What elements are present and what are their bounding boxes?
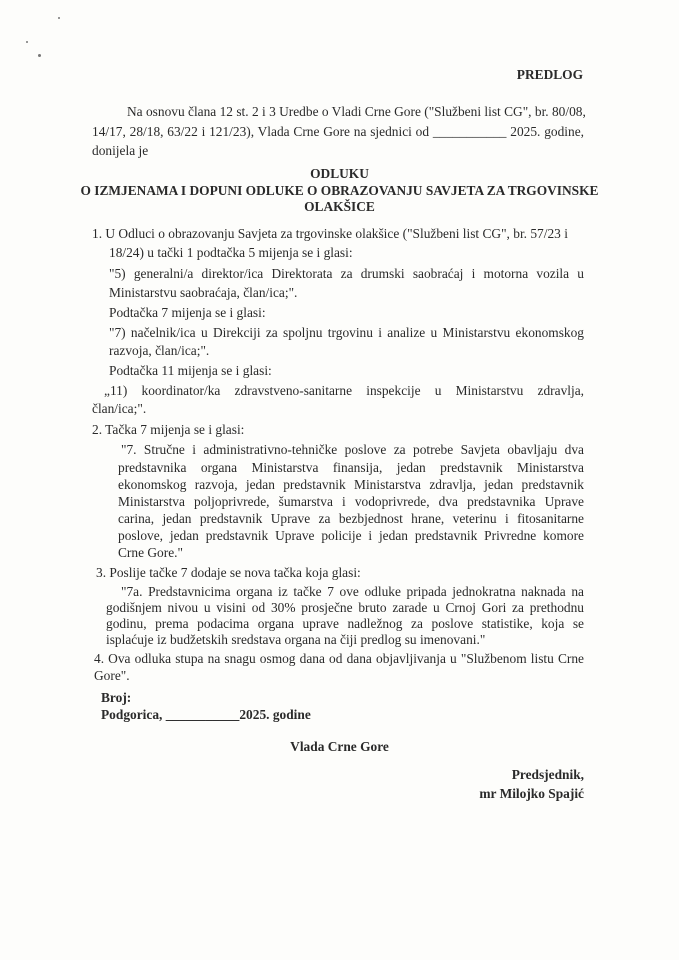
proposal-label: PREDLOG [516,67,583,82]
place-date: Podgorica, ___________2025. godine [101,707,311,722]
item-line: 4. Ova odluka stupa na snagu osmog dana od dana objavljivanja u "Službenom listu Crne [94,651,584,666]
item-line: poslove, jedan predstavnik Uprave policije i jedan predstavnik Privredne komore [118,528,584,543]
item-line: "5) generalni/a direktor/ica Direktorata za drumski saobraćaj i motorna vozila u [109,266,584,281]
item-line: carina, jedan predstavnik Uprave za bezbjednost hrane, veterinu i fitosanitarne [118,511,584,526]
item-line: Crne Gore." [118,545,183,560]
item-line: 3. Poslije tačke 7 dodaje se nova tačka koja glasi: [96,565,361,580]
item-line: Ministarstva poljoprivrede, šumarstva i vodoprivrede, dva predstavnika Uprave [118,494,584,509]
scan-speck [38,54,41,57]
item-line: „11) koordinator/ka zdravstveno-sanitarne inspekcije u Ministarstvu zdravlja, [104,383,584,398]
item-line: Podtačka 7 mijenja se i glasi: [109,305,266,320]
item-line: Podtačka 11 mijenja se i glasi: [109,363,272,378]
signatory-title: Predsjednik, [511,767,584,782]
preamble-line: Na osnovu člana 12 st. 2 i 3 Uredbe o Vladi Crne Gore ("Službeni list CG", br. 80/08, [127,104,586,119]
item-line: 1. U Odluci o obrazovanju Savjeta za trgovinske olakšice ("Službeni list CG", br. 57/23 i [92,226,568,241]
item-line: "7a. Predstavnicima organa iz tačke 7 ove odluke pripada jednokratna naknada na [121,584,584,599]
item-line: godišnjem nivou u visini od 30% prosječne bruto zarade u Crnoj Gori za prethodnu [106,600,584,615]
item-line: razvoja, član/ica;". [109,343,210,358]
decision-subtitle: OLAKŠICE [304,199,375,214]
item-line: član/ica;". [92,401,147,416]
item-line: predstavnika organa Ministarstva finansija, jedan predstavnik Ministarstva [118,460,584,475]
item-line: Ministarstvu saobraćaja, član/ica;". [109,285,298,300]
preamble-line: donijela je [92,143,149,158]
item-line: 2. Tačka 7 mijenja se i glasi: [92,422,245,437]
preamble-line: 14/17, 28/18, 63/22 i 121/23), Vlada Crne Gore na sjednici od ___________ 2025. godine, [92,124,584,139]
decision-subtitle: O IZMJENAMA I DOPUNI ODLUKE O OBRAZOVANJU SAVJETA ZA TRGOVINSKE [80,183,599,198]
item-line: "7. Stručne i administrativno-tehničke poslove za potrebe Savjeta obavljaju dva [121,442,584,457]
item-line: Gore". [94,668,130,683]
item-line: ekonomskog razvoja, jedan predstavnik Ministarstva zdravlja, jedan predstavnik [118,477,584,492]
item-line: isplaćuje iz budžetskih sredstava organa na čiji predlog su imenovani." [106,632,486,647]
item-line: "7) načelnik/ica u Direkciji za spoljnu trgovinu i analize u Ministarstvu ekonomskog [109,325,584,340]
scan-speck [58,17,60,19]
item-line: godinu, prema podacima organa uprave nadležnog za poslove statistike, koja se [106,616,584,631]
item-line: 18/24) u tački 1 podtačka 5 mijenja se i glasi: [109,245,353,260]
document-number: Broj: [101,690,132,705]
scan-speck [26,41,28,43]
decision-title: ODLUKU [310,166,369,181]
signatory-name: mr Milojko Spajić [479,786,584,801]
government-name: Vlada Crne Gore [290,739,389,754]
